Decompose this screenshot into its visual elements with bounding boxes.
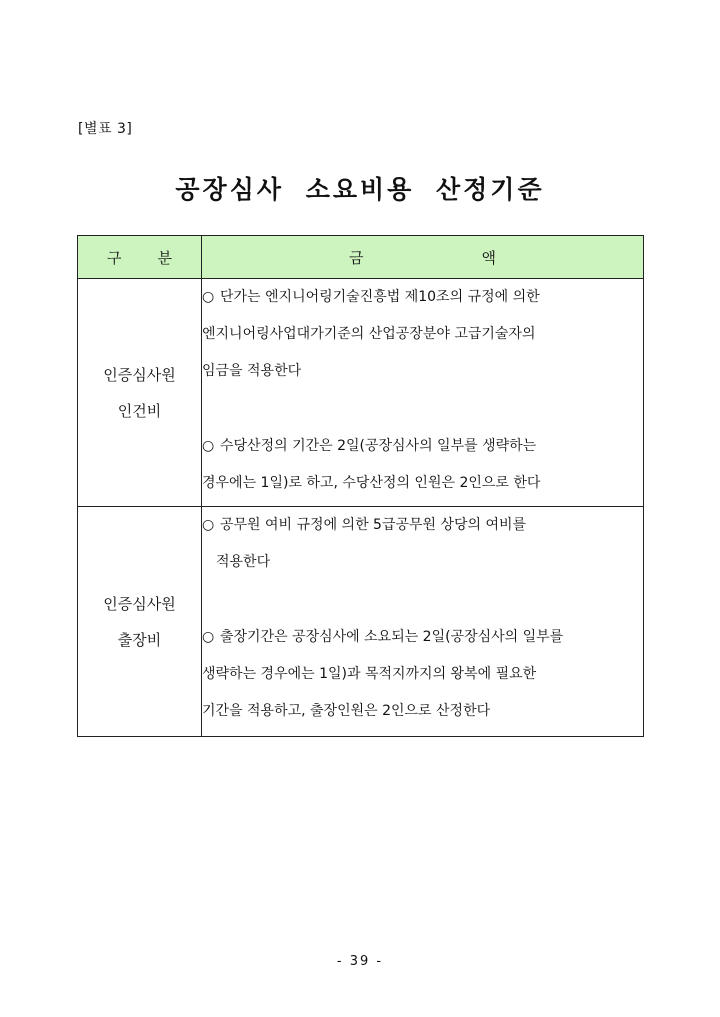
header-category	[78, 236, 202, 279]
amount-cell	[202, 507, 644, 737]
header-amount-char: 액	[481, 248, 496, 267]
paragraph-line: 임금을 적용한다	[202, 363, 302, 379]
paragraph-line: 단가는 엔지니어링기술진흥법 제10조의 규정에 의한	[220, 289, 540, 305]
paragraph-line: 경우에는 1일)로 하고, 수당산정의 인원은 2인으로 한다	[202, 475, 541, 491]
header-category-char: 분	[157, 248, 172, 267]
paragraph-line: 수당산정의 기간은 2일(공장심사의 일부를 생략하는	[220, 438, 537, 454]
bullet-circle-icon: ○	[202, 517, 215, 533]
bullet-circle-icon: ○	[202, 289, 215, 305]
paragraph-line: 적용한다	[216, 554, 271, 570]
table-row-labor-cost	[78, 279, 644, 507]
category-line: 인건비	[117, 401, 162, 420]
page-number: - 39 -	[336, 954, 384, 969]
category-cell	[78, 507, 202, 737]
header-category-char: 구	[107, 248, 122, 267]
paragraph-line: 기간을 적용하고, 출장인원은 2인으로 산정한다	[202, 703, 491, 719]
document-title: 공장심사 소요비용 산정기준	[175, 175, 545, 204]
bullet-circle-icon: ○	[202, 438, 215, 454]
paragraph-line: 생략하는 경우에는 1일)과 목적지까지의 왕복에 필요한	[202, 666, 537, 682]
bullet-paragraph	[202, 507, 643, 581]
annex-label: [별표 3]	[78, 121, 133, 137]
bullet-paragraph	[202, 279, 643, 390]
category-line: 인증심사원	[103, 365, 176, 384]
header-amount	[202, 236, 644, 279]
table-row-travel-cost	[78, 507, 644, 737]
category-line: 인증심사원	[103, 594, 176, 613]
paragraph-line: 엔지니어링사업대가기준의 산업공장분야 고급기술자의	[202, 326, 536, 342]
table-header-row	[78, 236, 644, 279]
amount-cell	[202, 279, 644, 507]
bullet-circle-icon: ○	[202, 629, 215, 645]
category-cell	[78, 279, 202, 507]
bullet-paragraph	[202, 428, 643, 502]
paragraph-line: 공무원 여비 규정에 의한 5급공무원 상당의 여비를	[220, 517, 527, 533]
header-amount-char: 금	[349, 248, 364, 267]
bullet-paragraph	[202, 619, 643, 730]
category-line: 출장비	[117, 630, 162, 649]
paragraph-line: 출장기간은 공장심사에 소요되는 2일(공장심사의 일부를	[220, 629, 564, 645]
cost-criteria-table	[77, 235, 644, 737]
